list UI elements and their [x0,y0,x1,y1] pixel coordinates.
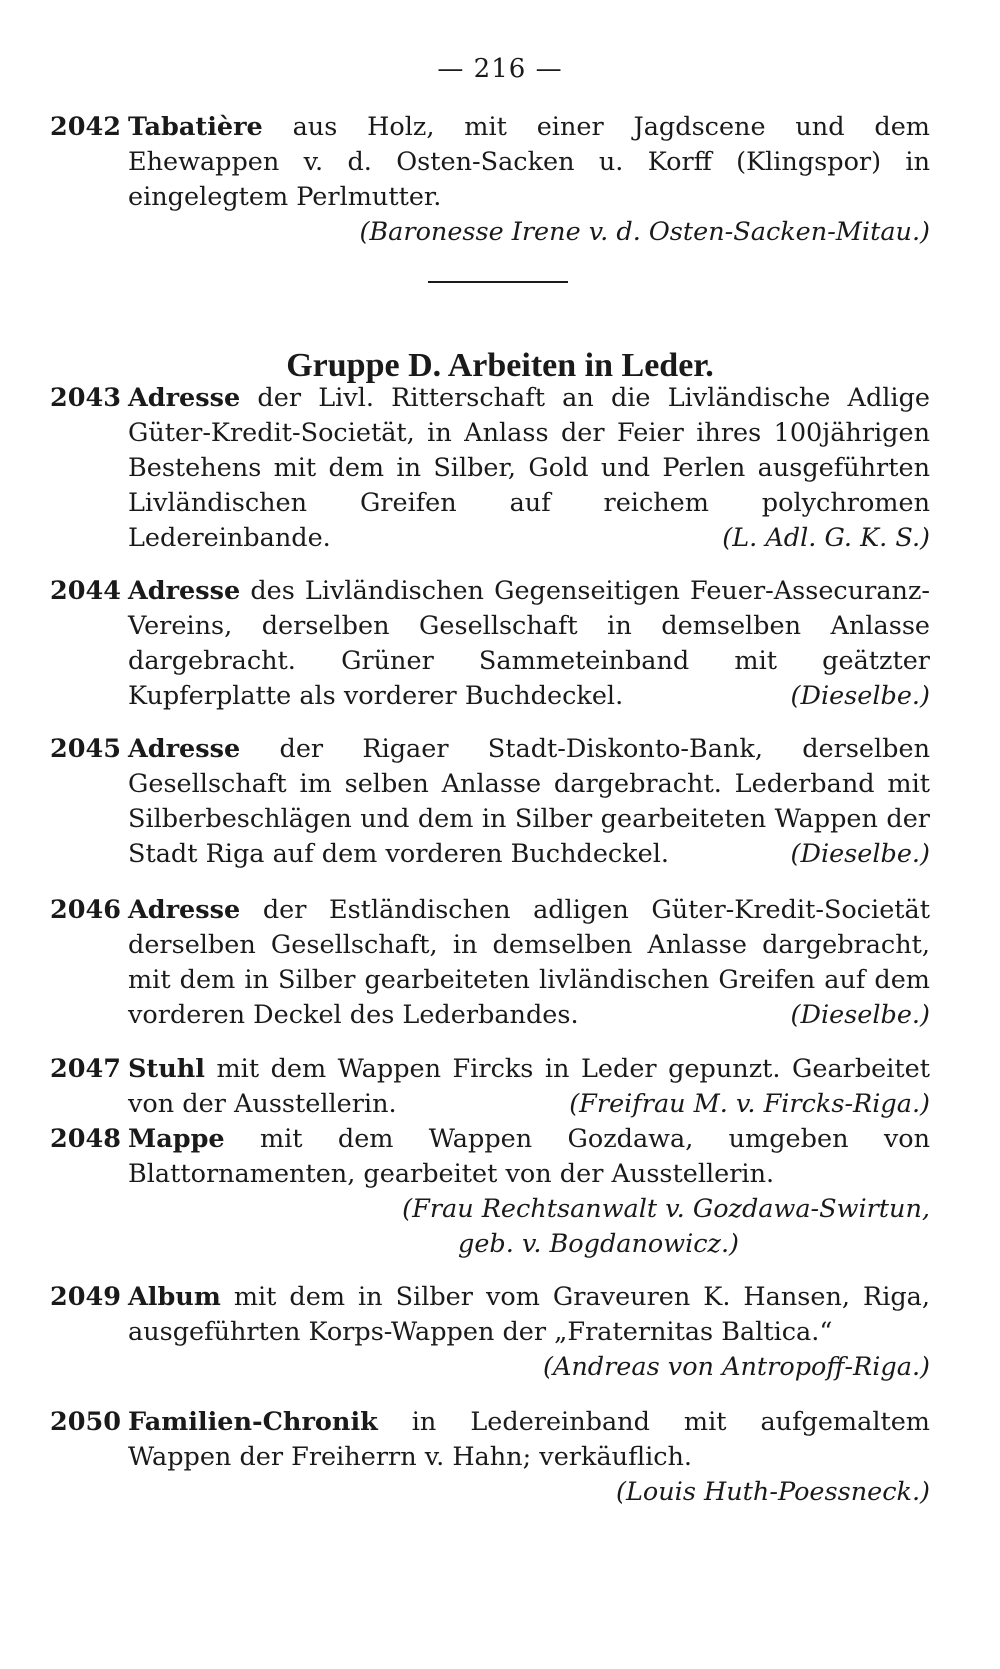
entry-title: Adresse [128,383,241,413]
catalog-entry [50,381,930,556]
entry-text: mit dem Wappen Fircks in Leder gepunzt. Gearbeitet von der Ausstellerin. [128,1054,930,1119]
entry-number: 2047 [50,1054,121,1084]
entry-body [128,1280,930,1385]
entry-text: der Rigaer Stadt-Diskonto-Bank, derselben Gesellschaft im selben Anlasse dargebracht. Lederband mit Silberbeschlägen und dem in Silber gearbeiteten Wappen der Stadt Riga auf dem vorderen Buchdeckel. [128,734,931,869]
entry-number: 2043 [50,383,121,413]
entry-text: mit dem Wappen Gozdawa, umgeben von Blattornamenten, gearbeitet von der Ausstellerin. [128,1124,930,1189]
entry-body [128,1405,930,1510]
entry-source: (Dieselbe.) [790,839,930,869]
entry-body [128,381,930,556]
entry-text: der Estländischen adligen Güter-Kredit-Societät derselben Gesellschaft, in demselben Anlasse dargebracht, mit dem in Silber gearbeiteten livländischen Greifen auf dem vorderen Deckel des Lederbandes. [128,895,930,1030]
page-number: — 216 — [437,54,563,84]
entry-text: des Livländischen Gegenseitigen Feuer-Assecuranz-Vereins, derselben Gesellschaft in demselben Anlasse dargebracht. Grüner Sammeteinband mit geätzter Kupferplatte als vorderer Buchdeckel. [128,576,931,711]
entry-number: 2045 [50,734,121,764]
entry-number: 2050 [50,1407,121,1437]
entry-source: (Freifrau M. v. Fircks-Riga.) [569,1089,930,1119]
group-heading: Gruppe D. Arbeiten in Leder. [286,347,714,384]
entry-source-continued: geb. v. Bogdanowicz.) [458,1229,740,1259]
entry-title: Adresse [128,895,241,925]
entry-source: (Dieselbe.) [790,1000,930,1030]
catalog-entry [50,732,930,872]
entry-title: Adresse [128,734,241,764]
entry-number: 2048 [50,1124,121,1154]
section-divider [428,281,568,283]
entry-number: 2049 [50,1282,121,1312]
catalog-entry [50,1280,930,1385]
entry-source: (Dieselbe.) [790,681,930,711]
entry-text: mit dem in Silber vom Graveuren K. Hansen, Riga, ausgeführten Korps-Wappen der „Fraternitas Baltica.“ [128,1282,930,1347]
entry-body [128,732,930,872]
entry-number: 2044 [50,576,121,606]
entry-text: aus Holz, mit einer Jagdscene und dem Ehewappen v. d. Osten-Sacken u. Korff (Klingspor) in eingelegtem Perlmutter. [128,112,930,212]
entry-source: (Frau Rechtsanwalt v. Gozdawa-Swirtun, [402,1194,930,1224]
catalog-entry [50,893,930,1033]
entry-title: Album [128,1282,221,1312]
catalog-entry [50,574,930,714]
entry-body [128,1052,930,1122]
entry-title: Tabatière [128,112,263,142]
entry-body [128,1122,930,1262]
entry-source: (L. Adl. G. K. S.) [722,523,930,553]
catalog-entry [50,1122,930,1262]
entry-title: Familien-Chronik [128,1407,378,1437]
entry-text: in Ledereinband mit aufgemaltem Wappen der Freiherrn v. Hahn; verkäuflich. [128,1407,930,1472]
entry-number: 2042 [50,112,121,142]
entry-body [128,110,930,247]
entry-source: (Andreas von Antropoff-Riga.) [543,1352,930,1382]
entry-body [128,893,930,1033]
entry-title: Mappe [128,1124,225,1154]
entry-source: (Baronesse Irene v. d. Osten-Sacken-Mitau.) [359,217,930,247]
entry-source: (Louis Huth-Poessneck.) [616,1477,930,1507]
catalog-entry [50,1405,930,1510]
entry-title: Stuhl [128,1054,205,1084]
entry-number: 2046 [50,895,121,925]
entry-text: der Livl. Ritterschaft an die Livländische Adlige Güter-Kredit-Societät, in Anlass der Feier ihres 100jährigen Bestehens mit dem in Silber, Gold und Perlen ausgeführten Livländischen Greifen auf reichem polychromen Ledereinbande. [128,383,930,553]
entry-body [128,574,930,714]
catalog-entry [50,1052,930,1122]
catalog-entry [50,110,930,250]
entry-title: Adresse [128,576,241,606]
